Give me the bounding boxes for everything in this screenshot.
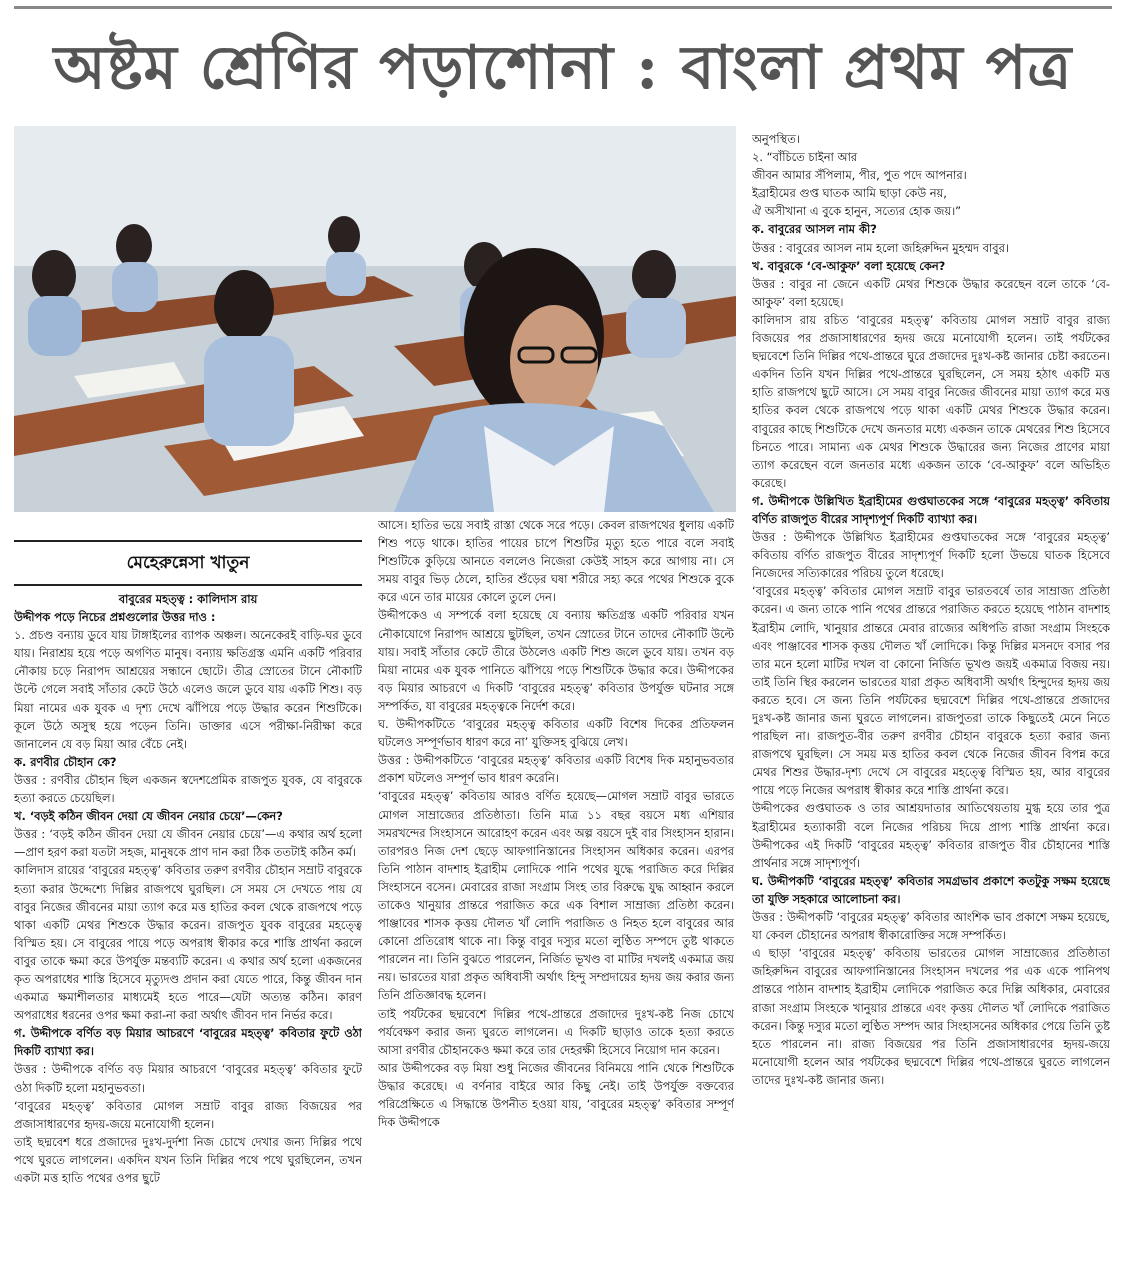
paragraph: উত্তর : উদ্দীপকটিতে ‘বাবুরের মহত্ত্ব’ কবিতার একটি বিশেষ দিক মহানুভবতার প্রকাশ ঘটলেও সম্পূর্ণ ভাব ধারণ করেনি। <box>378 753 734 786</box>
question-heading: ক. রণবীর চৌহান কে? <box>14 754 117 769</box>
paragraph: কালিদাস রায় রচিত ‘বাবুরের মহত্ত্ব’ কবিতায় মোগল সম্রাট বাবুর রাজ্য বিজয়ের পর প্রজাসাধারণের হৃদয় জয়ে মনোযোগী হলেন। তাই পর্যটকের ছদ্মবেশে তিনি দিল্লির পথে-প্রান্তরে ঘুরে প্রজাদের দুঃখ-কষ্ট জানার চেষ্টা করতেন। একদিন তিনি যখন দিল্লির পথে-প্রান্তরে ঘুরছিলেন, সে সময় হঠাৎ একটি মত্ত হাতি রাজপথে ছুটে আসে। সে সময় বাবুর নিজের জীবনের মায়া ত্যাগ করে মত্ত হাতির কবল থেকে রাজপথে পড়ে থাকা একটি মেথর শিশুকে উদ্ধার করেন। বাবুরের কাছে শিশুটিকে দেখে জনতার মধ্যে একজন তাকে মেথরের শিশু হিসেবে চিনতে পারে। সামান্য এক মেথর শিশুকে উদ্ধারের জন্য নিজের প্রাণের মায়া ত্যাগ করেছেন বলে জনতার মধ্যে একজন তাকে ‘বে-আকুফ’ বলে অভিহিত করেছে। <box>752 312 1110 490</box>
article-column-2 <box>378 516 734 1264</box>
paragraph: উদ্দীপকেও এ সম্পর্কে বলা হয়েছে যে বন্যায় ক্ষতিগ্রস্ত একটি পরিবার যখন নৌকাযোগে নিরাপদ আশ্রয়ে ছুটছিল, তখন স্রোতের টানে তাদের নৌকাটি উল্টে যায়। সবাই সাঁতার কেটে তীরে উঠলেও একটি শিশু জলে ডুবে যায়। তখন বড় মিয়া নামের এক যুবক পানিতে ঝাঁপিয়ে পড়ে শিশুটিকে উদ্ধার করে। উদ্দীপকের বড় মিয়ার আচরণে এ দিকটি ‘বাবুরের মহত্ত্ব’ কবিতার উপর্যুক্ত ঘটনার সঙ্গে সম্পর্কিত, যা বাবুরের মহত্ত্বকে নির্দেশ করে। <box>378 608 734 713</box>
paragraph: উত্তর : উদ্দীপকে উল্লিখিত ইব্রাহীমের গুপ্তঘাতকের সঙ্গে ‘বাবুরের মহত্ত্ব’ কবিতায় বর্ণিত রাজপুত বীরের সাদৃশ্যপূর্ণ দিকটি হলো উভয়ে ঘাতক হিসেবে নিজেদের সত্যিকারের পরিচয় তুলে ধরেছে। <box>752 530 1110 581</box>
paragraph: ইব্রাহীমের গুপ্ত ঘাতক আমি ছাড়া কেউ নয়, <box>752 186 947 201</box>
paragraph: এ ছাড়া ‘বাবুরের মহত্ত্ব’ কবিতায় ভারতের মোগল সাম্রাজ্যের প্রতিষ্ঠাতা জহিরুদ্দিন বাবুরের আফগানিস্তানের সিংহাসন দখলের পর এক একে পানিপথ প্রান্তরে পাঠান বাদশাহ ইব্রাহীম লোদিকে পরাজিত করে দিল্লি অধিকার, মেবারের রাজা সংগ্রাম সিংহকে খানুয়ার প্রান্তরে এবং কৃত্তয় দৌলত খাঁ লোদিকে পরাজিত করেন। কিন্তু দস্যুর মতো লুণ্ঠিত সম্পদ আর সিংহাসনের অধিকার পেয়ে তিনি তুষ্ট হতে পারলেন না। রাজ্য বিজয়ের পর তিনি প্রজাসাধারণের হৃদয়-জয়ে মনোযোগী হলেন আর পর্যটকের ছদ্মবেশে দিল্লির পথে-প্রান্তরে ঘুরতে লাগলেন তাদের দুঃখ-কষ্ট জানার জন্য। <box>752 946 1110 1087</box>
paragraph: উদ্দীপকের গুপ্তঘাতক ও তার আশ্রয়দাতার আতিথেয়তায় মুগ্ধ হয়ে তার পুত্র ইব্রাহীমের হত্যাকারী বলে নিজের পরিচয় দিয়ে প্রাপ্য শাস্তি প্রার্থনা করে। উদ্দীপকের এই দিকটি ‘বাবুরের মহত্ত্ব’ কবিতার রাজপুত বীর চৌহানের শাস্তি প্রার্থনার সঙ্গে সাদৃশ্যপূর্ণ। <box>752 801 1110 870</box>
paragraph: ‘বাবুরের মহত্ত্ব’ কবিতায় আরও বর্ণিত হয়েছে—মোগল সম্রাট বাবুর ভারতে মোগল সাম্রাজ্যের প্রতিষ্ঠাতা। তিনি মাত্র ১১ বছর বয়সে মধ্য এশিয়ার সমরখন্দের সিংহাসনে আরোহণ করেন এবং অল্প বয়সে দুই বার সিংহাসন হারান। তারপরও নিজ দেশ ছেড়ে আফগানিস্তানের সিংহাসন অধিকার করেন। এরপর তিনি পাঠান বাদশাহ ইব্রাহীম লোদিকে পানি পথের যুদ্ধে পরাজিত করে দিল্লির সিংহাসনে বসেন। মেবারের রাজা সংগ্রাম সিংহ তার বিরুদ্ধে যুদ্ধ আহ্বান করলে তাকেও খানুয়ার প্রান্তরে পরাজিত করে এক বিশাল সাম্রাজ্য প্রতিষ্ঠা করেন। পাঞ্জাবের শাসক কৃত্তয় দৌলত খাঁ লোদি পরাজিত ও নিহত হলে বাবুরের আর কোনো প্রতিরোধ থাকে না। কিন্তু বাবুর দস্যুর মতো লুণ্ঠিত সম্পদে তুষ্ট থাকতে পারলেন না। তিনি বুঝতে পারলেন, নির্জিত ভূখণ্ড বা মাটির দখলই একমাত্র জয় নয়। ভারতের যারা প্রকৃত অধিবাসী অর্থাৎ হিন্দু সম্প্রদায়ের হৃদয় জয় করার জন্য তিনি প্রতিজ্ঞাবদ্ধ হলেন। <box>378 789 734 1003</box>
paragraph: ১. প্রচণ্ড বন্যায় ডুবে যায় টাঙ্গাইলের ব্যাপক অঞ্চল। অনেকেরই বাড়ি-ঘর ডুবে যায়। নিরাশ্রয় হয়ে পড়ে অগণিত মানুষ। বন্যায় ক্ষতিগ্রস্ত এমনি একটি পরিবার নৌকায় চড়ে নিরাপদ আশ্রয়ের সন্ধানে ছোটে। তীব্র স্রোতের টানে নৌকাটি উল্টে গেলে সবাই সাঁতার কেটে উঠে এলেও জলে ডুবে যায় একটি শিশু। বড় মিয়া নামের এক যুবক এ দৃশ্য দেখে ঝাঁপিয়ে পড়ে উদ্ধার করেন শিশুটিকে। কূলে উঠে অসুস্থ হয়ে পড়েন তিনি। ডাক্তার এসে পরীক্ষা-নিরীক্ষা করে জানালেন যে বড় মিয়া আর বেঁচে নেই। <box>14 628 362 751</box>
question-heading: ক. বাবুরের আসল নাম কী? <box>752 222 877 237</box>
paragraph: উত্তর : বাবুরের আসল নাম হলো জহিরুদ্দিন মুহম্মদ বাবুর। <box>752 240 1009 255</box>
paragraph: উত্তর : উদ্দীপকে বর্ণিত বড় মিয়ার আচরণে ‘বাবুরের মহত্ত্ব’ কবিতার ফুটে ওঠা দিকটি হলো মহানুভবতা। <box>14 1062 362 1095</box>
paragraph: ঐ অসীখানা এ বুকে হানুন, সত্যের হোক জয়।” <box>752 204 962 219</box>
paragraph: উত্তর : ‘বড়ই কঠিন জীবন দেয়া যে জীবন নেয়ার চেয়ে’—এ কথার অর্থ হলো—প্রাণ হরণ করা যতটা সহজ, মানুষকে প্রাণ দান করা ঠিক ততটাই কঠিন কর্ম। <box>14 827 362 860</box>
paragraph: ঘ. উদ্দীপকটিতে ‘বাবুরের মহত্ত্ব কবিতার একটি বিশেষ দিকের প্রতিফলন ঘটলেও সম্পূর্ণভাব ধারণ করে না’ যুক্তিসহ বুঝিয়ে লেখ। <box>378 717 734 750</box>
author-byline: মেহেরুন্নেসা খাতুন <box>14 540 362 586</box>
top-rule <box>14 6 1112 9</box>
paragraph: ‘বাবুরের মহত্ত্ব’ কবিতার মোগল সম্রাট বাবুর রাজ্য বিজয়ের পর প্রজাসাধারণের হৃদয়-জয়ে মনোযোগী হলেন। <box>14 1098 362 1131</box>
paragraph: আসে। হাতির ভয়ে সবাই রাস্তা থেকে সরে পড়ে। কেবল রাজপথের ধুলায় একটি শিশু পড়ে থাকে। হাতির পায়ের চাপে শিশুটির মৃত্যু হতে পারে বলে সবাই শিশুটিকে কুড়িয়ে আনতে বললেও নিজেরা কেউই সাহস করে আগায় না। সে সময় বাবুর ভিড় ঠেলে, হাতির শুঁড়ের ঘষা শরীরে সহ্য করে পথের শিশুকে বুকে করে এনে তার মায়ের কোলে তুলে দেন। <box>378 518 734 605</box>
paragraph: কালিদাস রায়ের ‘বাবুরের মহত্ত্ব’ কবিতার তরুণ রণবীর চৌহান সম্রাট বাবুরকে হত্যা করার উদ্দেশ্যে দিল্লির রাজপথে ঘুরছিল। সে সময় সে দেখতে পায় যে বাবুর নিজের জীবনের মায়া ত্যাগ করে মত্ত হাতির কবল থেকে রাজপথে পড়ে থাকা একটি মেথর শিশুকে উদ্ধার করেন। রাজপুত যুবক বাবুরের মহত্ত্বে বিস্মিত হয়। সে বাবুরের পায়ে পড়ে অপরাধ স্বীকার করে শাস্তি প্রার্থনা করলে বাবুর তাকে ক্ষমা করে উপর্যুক্ত মন্তব্যটি করেন। এ কথার অর্থ হলো একজনের কৃত অপরাধের শাস্তি হিসেবে মৃত্যুদণ্ড প্রদান করা যেতে পারে, কিন্তু জীবন দান একমাত্র ক্ষমাশীলতার মাধ্যমেই হতে পারে—যেটা অত্যন্ত কঠিন। কারণ অপরাধের ধরনের ওপর ক্ষমা করা-না করা অর্থাৎ জীবন দান নির্ভর করে। <box>14 863 362 1023</box>
question-heading: গ. উদ্দীপকে উল্লিখিত ইব্রাহীমের গুপ্তঘাতকের সঙ্গে ‘বাবুরের মহত্ত্ব’ কবিতায় বর্ণিত রাজপুত বীরের সাদৃশ্যপূর্ণ দিকটি ব্যাখ্যা কর। <box>752 493 1110 526</box>
paragraph: জীবন আমার সঁপিলাম, পীর, পুত পদে আপনার। <box>752 168 967 183</box>
paragraph: উত্তর : বাবুর না জেনে একটি মেথর শিশুকে উদ্ধার করেছেন বলে তাকে ‘বে-আকুফ’ বলা হয়েছে। <box>752 276 1110 309</box>
paragraph: আর উদ্দীপকের বড় মিয়া শুধু নিজের জীবনের বিনিময়ে পানি থেকে শিশুটিকে উদ্ধার করেছে। এ বর্ণনার বাইরে আর কিছু নেই। তাই উপর্যুক্ত বক্তব্যের পরিপ্রেক্ষিতে এ সিদ্ধান্তে উপনীত হওয়া যায়, ‘বাবুরের মহত্ত্ব’ কবিতার সম্পূর্ণ দিক উদ্দীপকে <box>378 1060 734 1130</box>
paragraph: উত্তর : উদ্দীপকটি ‘বাবুরের মহত্ত্ব’ কবিতার আংশিক ভাব প্রকাশে সক্ষম হয়েছে, যা কেবল চৌহানের অপরাধ স্বীকারোক্তির সঙ্গে সম্পর্কিত। <box>752 910 1110 943</box>
question-heading: বাবুরের মহত্ত্ব : কালিদাস রায় <box>118 592 258 606</box>
page-title: অষ্টম শ্রেণির পড়াশোনা : বাংলা প্রথম পত্র <box>53 33 1073 103</box>
paragraph: উত্তর : রণবীর চৌহান ছিল একজন স্বদেশপ্রেমিক রাজপুত যুবক, যে বাবুরকে হত্যা করতে চেয়েছিল। <box>14 772 362 806</box>
question-heading: খ. ‘বড়ই কঠিন জীবন দেয়া যে জীবন নেয়ার চেয়ে’—কেন? <box>14 809 283 824</box>
paragraph: তাই পর্যটকের ছদ্মবেশে দিল্লির পথে-প্রান্তরে প্রজাদের দুঃখ-কষ্ট নিজ চোখে পর্যবেক্ষণ করার জন্য ঘুরতে লাগলেন। এ দিকটি ছাড়াও তাকে হত্যা করতে আসা রণবীর চৌহানকেও ক্ষমা করে তার দেহরক্ষী হিসেবে নিয়োগ দান করেন। <box>378 1006 734 1057</box>
paragraph: অনুপস্থিত। <box>752 132 800 146</box>
question-heading: গ. উদ্দীপকে বর্ণিত বড় মিয়ার আচরণে ‘বাবুরের মহত্ত্ব’ কবিতার ফুটে ওঠা দিকটি ব্যাখ্যা কর। <box>14 1026 362 1059</box>
paragraph: ‘বাবুরের মহত্ত্ব’ কবিতার মোগল সম্রাট বাবুর ভারতবর্ষে তার সাম্রাজ্য প্রতিষ্ঠা করেন। এ জন্য তাকে পানি পথের প্রান্তরে পরাজিত করতে হয়েছে পাঠান বাদশাহ ইব্রাহীম লোদি, খানুয়ার প্রান্তরে মেবার রাজ্যের অধিপতি রাজা সংগ্রাম সিংহকে এবং পাঞ্জাবের শাসক কৃত্তয় দৌলত খাঁ লোদিকে। কিন্তু দিল্লির মসনদে বসার পর তার মনে হলো মাটির দখল বা কোনো নির্জিত ভূখণ্ড জয়ই একমাত্র বিজয় নয়। তাই তিনি স্থির করলেন ভারতের যারা প্রকৃত অধিবাসী অর্থাৎ হিন্দুদের হৃদয় জয় করতে হবে। সে জন্য তিনি পর্যটকের ছদ্মবেশে দিল্লির পথে-প্রান্তরে প্রজাদের দুঃখ-কষ্ট জানার জন্য ঘুরতে লাগলেন। রাজপুতরা তাকে কিছুতেই মেনে নিতে পারছিল না। রাজপুত-বীর তরুণ রণবীর চৌহান বাবুরকে হত্যা করার জন্য রাজপথে ঘুরছিল। সে সময় মত্ত হাতির কবল থেকে নিজের জীবন বিপন্ন করে মেথর শিশুর উদ্ধার-দৃশ্য দেখে সে বাবুরের মহত্ত্বে বিস্মিত হয়, আর বাবুরের পায়ে পড়ে নিজের অপরাধ স্বীকার করে শাস্তি প্রার্থনা করে। <box>752 584 1110 798</box>
paragraph: তাই ছদ্মবেশ ধরে প্রজাদের দুঃখ-দুর্দশা নিজ চোখে দেখার জন্য দিল্লির পথে পথে ঘুরতে লাগলেন। একদিন যখন তিনি দিল্লির পথে পথে ঘুরছিলেন, তখন একটা মত্ত হাতি পথের ওপর ছুটে <box>14 1134 362 1185</box>
article-column-1 <box>14 590 362 1264</box>
question-heading: খ. বাবুরকে ‘বে-আকুফ’ বলা হয়েছে কেন? <box>752 258 946 273</box>
question-heading: ঘ. উদ্দীপকটি ‘বাবুরের মহত্ত্ব’ কবিতার সমগ্রভাব প্রকাশে কতটুকু সক্ষম হয়েছে তা যুক্তি সহকারে আলোচনা কর। <box>752 873 1110 906</box>
paragraph: ২. “বাঁচিতে চাইনা আর <box>752 150 857 165</box>
article-column-3 <box>752 130 1110 1264</box>
question-heading: উদ্দীপক পড়ে নিচের প্রশ্নগুলোর উত্তর দাও : <box>14 610 216 625</box>
classroom-exam-photo <box>14 126 736 512</box>
